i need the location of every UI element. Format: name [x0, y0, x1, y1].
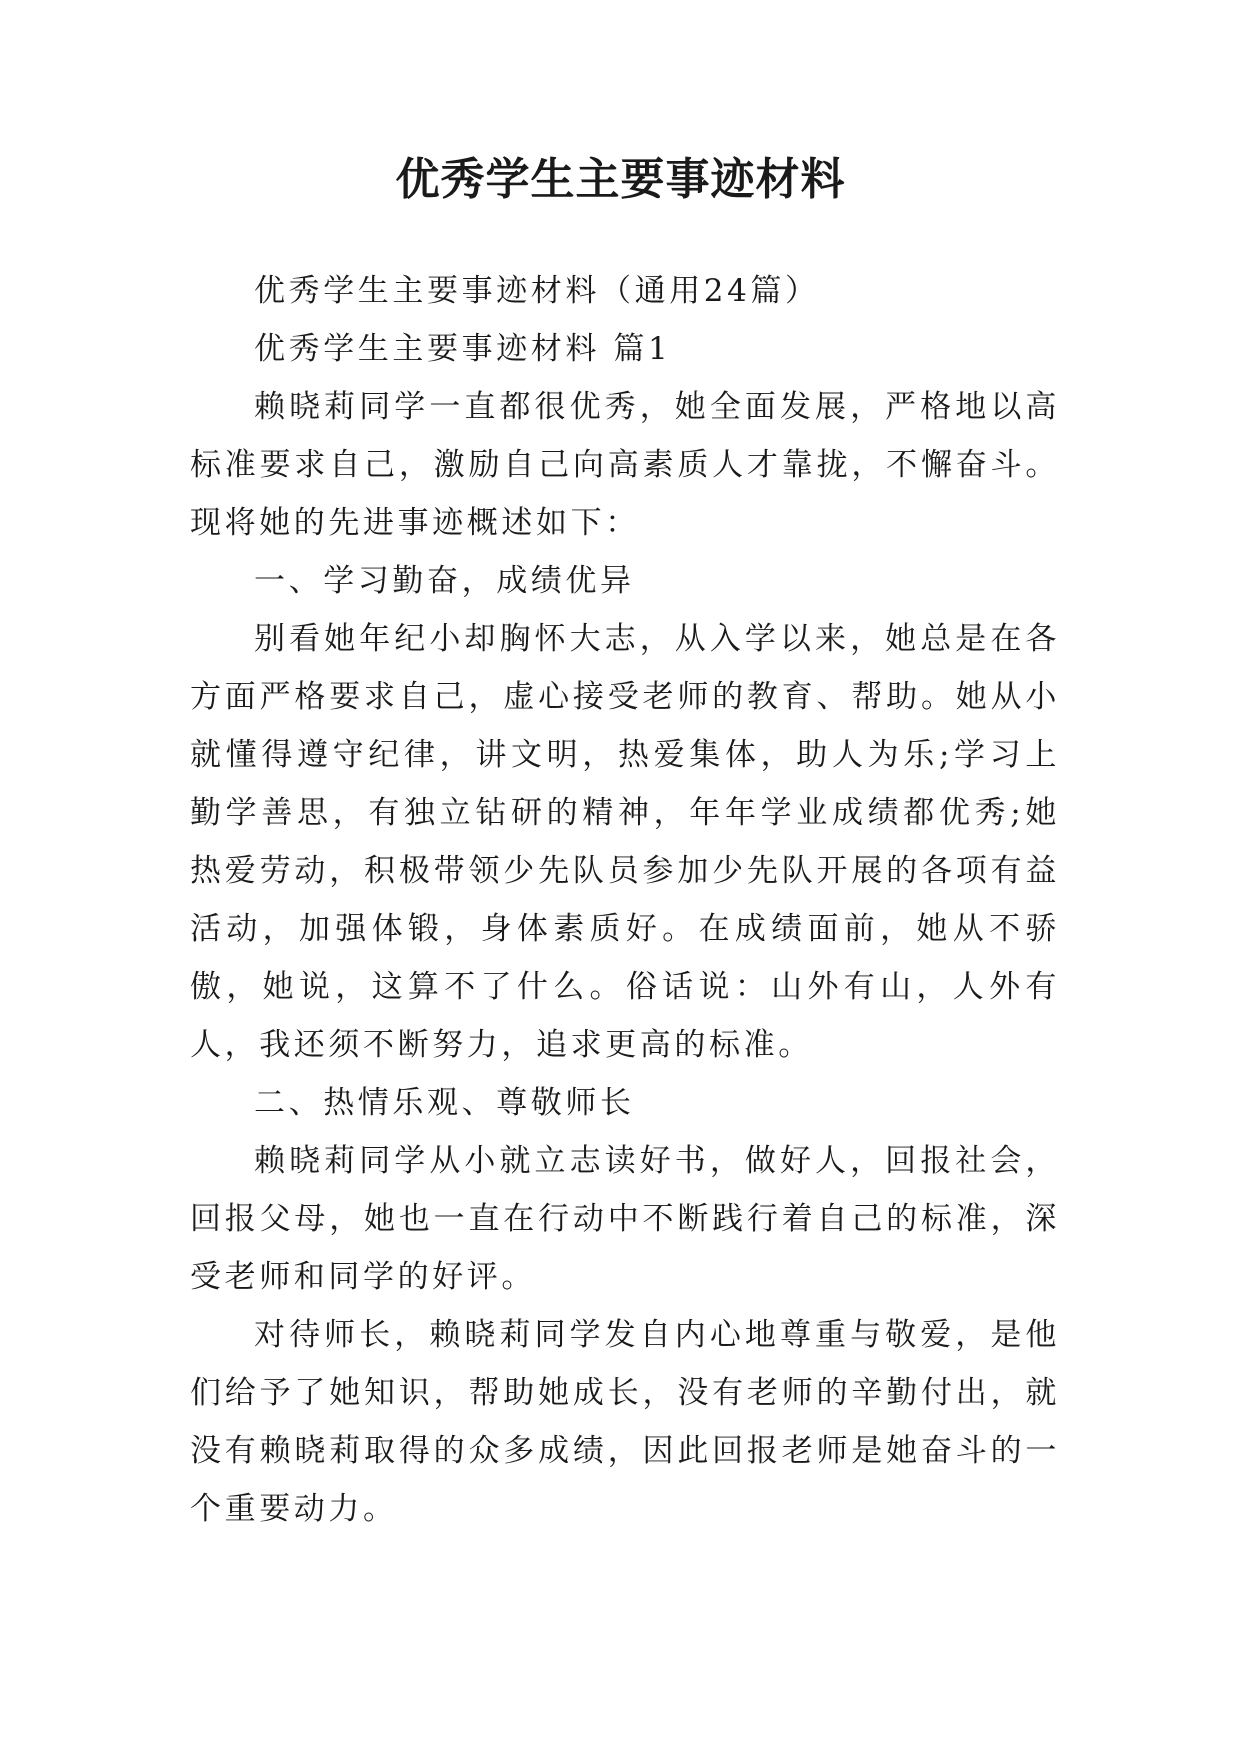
- document-title: 优秀学生主要事迹材料: [395, 154, 846, 205]
- paragraph-heading-1: 一、学习勤奋，成绩优异: [254, 563, 635, 599]
- paragraph: 别看她年纪小却胸怀大志，从入学以来，她总是在各方面严格要求自己，虚心接受老师的教育、帮助。她从小就懂得遵守纪律，讲文明，热爱集体，助人为乐;学习上勤学善思，有独立钻研的精神，年年学业成绩都优秀;她热爱劳动，积极带领少先队员参加少先队开展的各项有益活动，加强体锻，身体素质好。在成绩面前，她从不骄傲，她说，这算不了什么。俗话说：山外有山，人外有人，我还须不断努力，追求更高的标准。: [190, 621, 1060, 1063]
- paragraph-section-heading: 优秀学生主要事迹材料 篇1: [254, 331, 672, 367]
- paragraph: 赖晓莉同学一直都很优秀，她全面发展，严格地以高标准要求自己，激励自己向高素质人才靠拢，不懈奋斗。现将她的先进事迹概述如下：: [190, 389, 1060, 541]
- paragraph: 赖晓莉同学从小就立志读好书，做好人，回报社会，回报父母，她也一直在行动中不断践行着自己的标准，深受老师和同学的好评。: [190, 1143, 1060, 1295]
- paragraph-subtitle: 优秀学生主要事迹材料（通用24篇）: [254, 273, 820, 309]
- document-body: [190, 262, 1060, 1538]
- paragraph: 对待师长，赖晓莉同学发自内心地尊重与敬爱，是他们给予了她知识，帮助她成长，没有老师的辛勤付出，就没有赖晓莉取得的众多成绩，因此回报老师是她奋斗的一个重要动力。: [190, 1317, 1060, 1527]
- paragraph-heading-2: 二、热情乐观、尊敬师长: [254, 1085, 635, 1121]
